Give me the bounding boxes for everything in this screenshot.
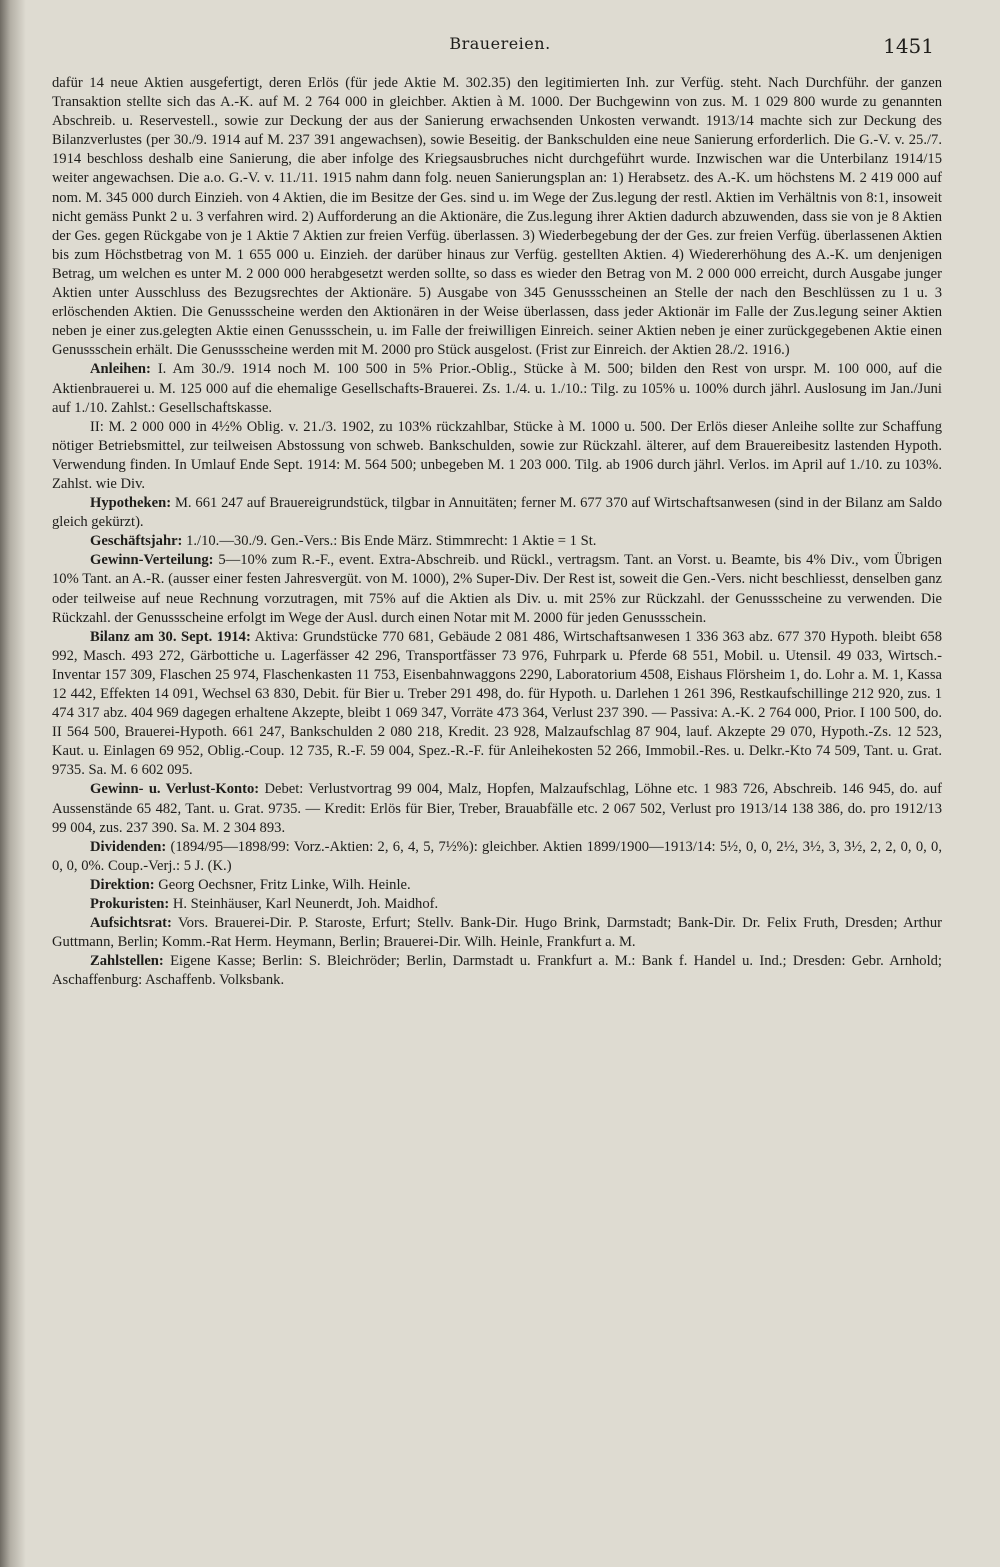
paragraph-anleihen	[52, 360, 942, 417]
paragraph-lead: Geschäftsjahr:	[90, 533, 183, 550]
paragraph-hypotheken	[52, 494, 942, 532]
paragraph-text: 1./10.—30./9. Gen.-Vers.: Bis Ende März. Stimmrecht: 1 Aktie = 1 St.	[186, 533, 597, 550]
page-header-title: Brauereien.	[449, 34, 551, 53]
paragraph-anleihe-ii	[52, 418, 942, 494]
paragraph-lead: Dividenden:	[90, 838, 167, 855]
paragraph-aufsichtsrat	[52, 914, 942, 952]
paragraph-lead: Zahlstellen:	[90, 953, 164, 970]
running-head	[0, 34, 1000, 62]
paragraph-text: M. 661 247 auf Brauereigrundstück, tilgbar in Annuitäten; ferner M. 677 370 auf Wirtschaftsanwesen (sind in der Bilanz am Saldo gleich gekürzt).	[52, 495, 942, 531]
paragraph-sanierung	[52, 74, 942, 360]
paragraph-text: I. Am 30./9. 1914 noch M. 100 500 in 5% Prior.-Oblig., Stücke à M. 500; bilden den Rest von urspr. M. 100 000, auf die Aktienbrauerei u. M. 125 000 auf die ehemalige Gesellschafts-Brauerei. Zs. 1./4. u. 1./10.: Tilg. zu 105% u. 100% durch jährl. Auslosung im Jan./Juni auf 1./10. Zahlst.: Gesellschaftskasse.	[52, 361, 942, 416]
paragraph-lead: Hypotheken:	[90, 495, 172, 512]
paragraph-geschaeftsjahr	[52, 532, 942, 551]
body-text	[52, 74, 942, 991]
paragraph-text: II: M. 2 000 000 in 4½% Oblig. v. 21./3. 1902, zu 103% rückzahlbar, Stücke à M. 1000 u. 500. Der Erlös dieser Anleihe sollte zur Schaffung nötiger Betriebsmittel, zur teilweisen Abstossung von schweb. Bankschulden, sowie zur Rückzahl. älterer, auf dem Brauereibesitz lastenden Hypoth. Verwendung finden. In Umlauf Ende Sept. 1914: M. 564 500; unbegeben M. 1 203 000. Tilg. ab 1906 durch jährl. Verlos. im April auf 1./10. zu 103%. Zahlst. wie Div.	[52, 418, 942, 492]
paragraph-text: Debet: Verlustvortrag 99 004, Malz, Hopfen, Malzaufschlag, Löhne etc. 1 983 726, Abschreib. 146 945, do. auf Aussenstände 65 482, Tant. u. Grat. 9735. — Kredit: Erlös für Bier, Treber, Brauabfälle etc. 2 067 502, Verlust pro 1913/14 138 386, do. pro 1912/13 99 004, zus. 237 390. Sa. M. 2 304 893.	[52, 781, 942, 836]
paragraph-text: Aktiva: Grundstücke 770 681, Gebäude 2 081 486, Wirtschaftsanwesen 1 336 363 abz. 677 370 Hypoth. bleibt 658 992, Masch. 493 272, Gärbottiche u. Lagerfässer 42 296, Transportfässer 73 976, Fuhrpark u. Pferde 68 551, Mobil. u. Utensil. 49 033, Wirtsch.-Inventar 157 309, Flaschen 25 974, Flaschenkasten 11 753, Eisenbahnwaggons 2290, Laboratorium 4508, Eishaus Flörsheim 1, do. Lohr a. M. 1, Kassa 12 442, Effekten 14 091, Wechsel 63 830, Debit. für Bier u. Treber 291 498, do. für Hypoth. u. Darlehen 1 261 396, Restkaufschillinge 212 920, zus. 1 474 317 abz. 404 969 dagegen erhaltene Akzepte, bleibt 1 069 347, Vorräte 473 364, Verlust 237 390. — Passiva: A.-K. 2 764 000, Prior. I 100 500, do. II 564 500, Brauerei-Hypoth. 661 247, Bankschulden 2 080 218, Kredit. 23 928, Malzaufschlag 87 904, lauf. Akzepte 29 070, Hypoth.-Zs. 12 523, Kaut. u. Einlagen 69 952, Oblig.-Coup. 12 735, R.-F. 59 004, Spez.-R.-F. für Anleihekosten 52 266, Immobil.-Res. u. Delkr.-Kto 74 509, Tant. u. Grat. 9735. Sa. M. 6 602 095.	[52, 628, 943, 779]
paragraph-text: H. Steinhäuser, Karl Neunerdt, Joh. Maidhof.	[172, 896, 439, 913]
paragraph-zahlstellen	[52, 952, 942, 990]
paragraph-text: (1894/95—1898/99: Vorz.-Aktien: 2, 6, 4, 5, 7½%): gleichber. Aktien 1899/1900—1913/14: 5½, 0, 0, 2½, 3½, 3, 3½, 2, 2, 0, 0, 0, 0, 0, 0%. Coup.-Verj.: 5 J. (K.)	[52, 838, 942, 874]
paragraph-lead: Prokuristen:	[90, 896, 170, 913]
paragraph-prokuristen	[52, 895, 942, 914]
paragraph-gewinn-verlust-konto	[52, 780, 942, 837]
paragraph-text: Georg Oechsner, Fritz Linke, Wilh. Heinle.	[158, 876, 411, 893]
paragraph-lead: Anleihen:	[90, 361, 151, 378]
paragraph-gewinn-verteilung	[52, 551, 942, 627]
page-number: 1451	[883, 34, 934, 58]
paragraph-lead: Aufsichtsrat:	[90, 915, 172, 932]
paragraph-bilanz	[52, 628, 942, 781]
book-spine-shadow	[0, 0, 26, 1567]
paragraph-lead: Gewinn-Verteilung:	[90, 552, 214, 569]
paragraph-text: Eigene Kasse; Berlin: S. Bleichröder; Berlin, Darmstadt u. Frankfurt a. M.: Bank f. Handel u. Ind.; Dresden: Gebr. Arnhold; Aschaffenburg: Aschaffenb. Volksbank.	[52, 953, 942, 989]
paragraph-lead: Direktion:	[90, 876, 155, 893]
paragraph-text: 5—10% zum R.-F., event. Extra-Abschreib. und Rückl., vertragsm. Tant. an Vorst. u. Beamte, bis 4% Div., vom Übrigen 10% Tant. an A.-R. (ausser einer festen Jahresvergüt. von M. 1000), 2% Super-Div. Der Rest ist, soweit die Gen.-Vers. nicht beschliesst, denselben ganz oder teilweise auf neue Rechnung vorzutragen, mit 75% auf die Aktien als Div. u. mit 25% zur Rückzahl. der Genussscheine zu verwenden. Die Rückzahl. der Genussscheine erfolgt im Wege der Ausl. durch einen Notar mit M. 2000 für jeden Genussschein.	[52, 552, 943, 626]
paragraph-direktion	[52, 876, 942, 895]
paragraph-dividenden	[52, 838, 942, 876]
paragraph-lead: Gewinn- u. Verlust-Konto:	[90, 781, 260, 798]
paragraph-text: Vors. Brauerei-Dir. P. Staroste, Erfurt; Stellv. Bank-Dir. Hugo Brink, Darmstadt; Bank-Dir. Dr. Felix Fruth, Dresden; Arthur Guttmann, Berlin; Komm.-Rat Herm. Heymann, Berlin; Brauerei-Dir. Wilh. Heinle, Frankfurt a. M.	[52, 915, 942, 951]
paragraph-text: dafür 14 neue Aktien ausgefertigt, deren Erlös (für jede Aktie M. 302.35) den legitimierten Inh. zur Verfüg. steht. Nach Durchführ. der ganzen Transaktion stellte sich das A.-K. auf M. 2 764 000 in gleichber. Aktien à M. 1000. Der Buchgewinn von zus. M. 1 029 800 wurde zu genannten Abschreib. u. Reservestell., sowie zur Deckung der aus der Sanierung erwachsenden Unkosten verwandt. 1913/14 machte sich zur Deckung des Bilanzverlustes (per 30./9. 1914 auf M. 237 391 angewachsen), sowie Beseitig. der Bankschulden eine neue Sanierung erforderlich. Die G.-V. v. 25./7. 1914 beschloss deshalb eine Sanierung, die aber infolge des Kriegsausbruches nicht durchgeführt wurde. Inzwischen war die Unterbilanz 1914/15 weiter angewachsen. Die a.o. G.-V. v. 11./11. 1915 nahm dann folg. neuen Sanierungsplan an: 1) Herabsetz. des A.-K. um höchstens M. 2 419 000 auf nom. M. 345 000 durch Einzieh. von 4 Aktien, die im Besitze der Ges. sind u. im Wege der Zus.legung der restl. Aktien im Verhältnis von 8:1, insoweit nicht gemäss Punkt 2 u. 3 verfahren wird. 2) Aufforderung an die Aktionäre, die Zus.legung ihrer Aktien dadurch abzuwenden, dass sie von je 8 Aktien der Ges. gegen Rückgabe von je 1 Aktie 7 Aktien zur freien Verfüg. überlassen. 3) Wiederbegebung der der Ges. zur freien Verfüg. überlassenen Aktien bis zum Höchstbetrag von M. 1 655 000 u. Einzieh. der darüber hinaus zur Verfüg. gestellten Aktien. 4) Wiedererhöhung des A.-K. um denjenigen Betrag, um welchen es unter M. 2 000 000 herabgesetzt werden sollte, so dass es wieder den Betrag von M. 2 000 000 erreicht, durch Ausgabe junger Aktien unter Ausschluss des Bezugsrechtes der Aktionäre. 5) Ausgabe von 345 Genussscheinen an Stelle der nach den Beschlüssen zu 1 u. 3 erlöschenden Aktien. Die Genussscheine werden den Aktionären in der Weise überlassen, dass jeder Aktionär im Falle der Zus.legung seiner Aktien neben je einer zus.gelegten Aktie einen Genussschein, u. im Falle der freiwilligen Einreich. seiner Aktien neben je einer zurückgegebenen Aktie einen Genussschein erhält. Die Genussscheine werden mit M. 2000 pro Stück ausgelost. (Frist zur Einreich. der Aktien 28./2. 1916.)	[52, 75, 942, 359]
paragraph-lead: Bilanz am 30. Sept. 1914:	[90, 628, 251, 645]
